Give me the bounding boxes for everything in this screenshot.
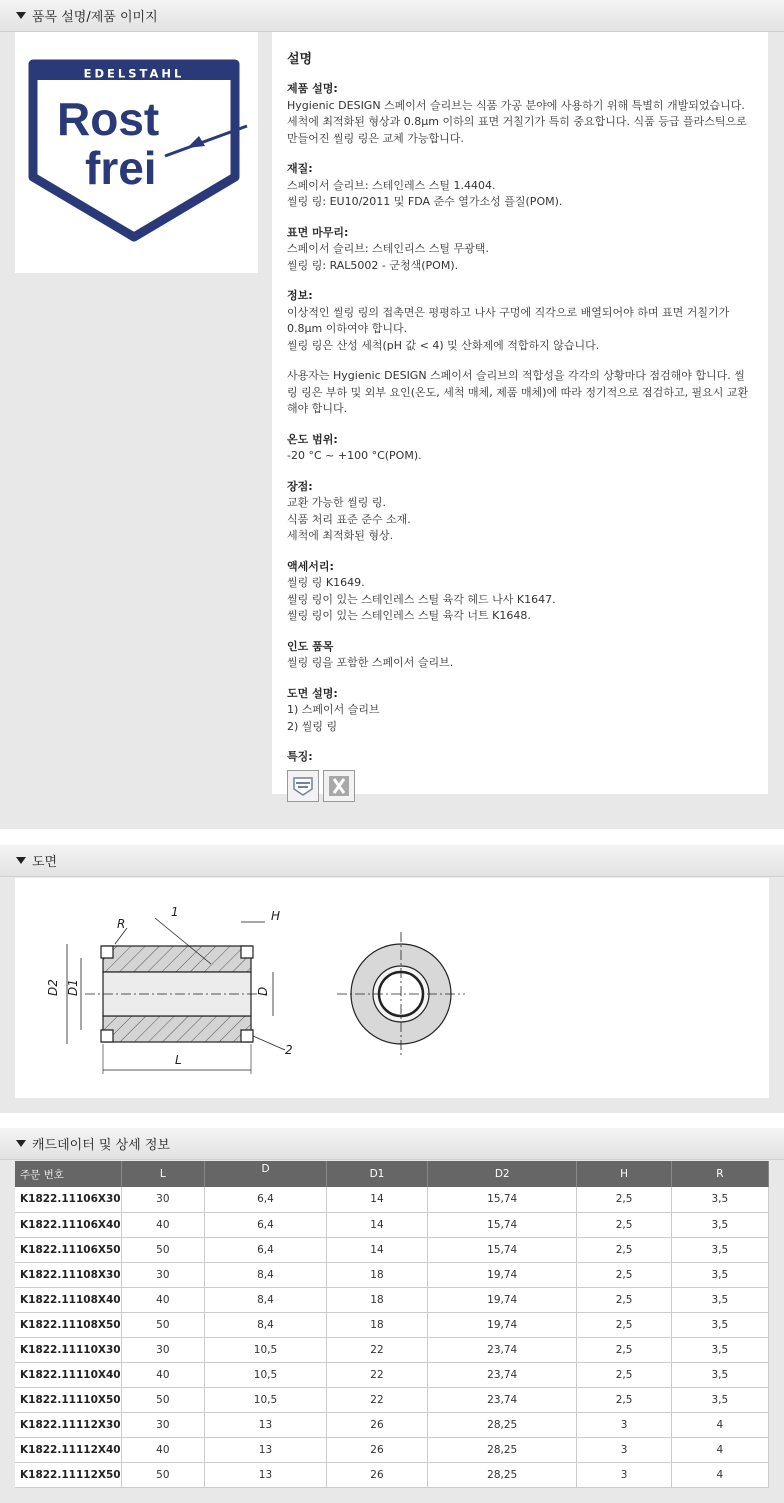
label-d1: D1: [66, 979, 80, 996]
block-line: Hygienic DESIGN 스페이서 슬리브는 식품 가공 분야에 사용하기 위해 특별히 개발되었습니다. 세척에 최적화된 형상과 0.8μm 이하의 표면 거칠기가 특히 중요합니다. 식품 등급 플라스틱으로 만들어진 씰링 링은 교체 가능합니다.: [287, 98, 747, 145]
table-cell: 3,5: [671, 1337, 768, 1362]
table-cell: 3: [577, 1437, 671, 1462]
column-header[interactable]: 주문 번호: [15, 1161, 121, 1187]
table-cell: 3,5: [671, 1362, 768, 1387]
table-cell: 8,4: [205, 1287, 327, 1312]
table-cell: 30: [121, 1262, 204, 1287]
table-cell: 14: [326, 1212, 427, 1237]
table-row[interactable]: [15, 1362, 769, 1387]
technical-drawing: [15, 878, 769, 1098]
description-block: [287, 479, 754, 545]
block-title: 인도 품목: [287, 639, 334, 653]
table-cell: 2,5: [577, 1312, 671, 1337]
table-cell: 19,74: [428, 1312, 577, 1337]
block-title: 온도 범위:: [287, 432, 338, 446]
block-line: 스페이서 슬리브: 스테인레스 스틸 1.4404.: [287, 178, 496, 192]
table-cell: 40: [121, 1362, 204, 1387]
block-title: 정보:: [287, 289, 313, 302]
table-cell: 6,4: [205, 1237, 327, 1262]
description-block: [287, 81, 754, 147]
table-row[interactable]: [15, 1337, 769, 1362]
description-block: [287, 686, 754, 736]
table-cell: 4: [671, 1462, 768, 1487]
table-cell: 30: [121, 1187, 204, 1212]
order-number-cell: K1822.11106X40: [15, 1212, 121, 1237]
block-title: 제품 설명:: [287, 82, 338, 95]
table-cell: 3: [577, 1462, 671, 1487]
section-title: 캐드데이터 및 상세 정보: [32, 1138, 170, 1153]
label-d: D: [256, 986, 270, 996]
table-cell: 28,25: [428, 1412, 577, 1437]
table-row[interactable]: [15, 1262, 769, 1287]
table-row[interactable]: [15, 1237, 769, 1262]
table-cell: 3,5: [671, 1287, 768, 1312]
collapse-triangle-icon: [16, 1140, 26, 1147]
table-cell: 13: [205, 1412, 327, 1437]
table-cell: 18: [326, 1262, 427, 1287]
x-mark-icon[interactable]: [323, 770, 355, 802]
block-line: 씰링 링: RAL5002 - 군청색(POM).: [287, 258, 459, 272]
description-block: [287, 559, 754, 625]
order-number-cell: K1822.11106X50: [15, 1237, 121, 1262]
table-cell: 50: [121, 1312, 204, 1337]
block-title: 재질:: [287, 162, 313, 175]
table-cell: 10,5: [205, 1387, 327, 1412]
table-cell: 3,5: [671, 1387, 768, 1412]
table-row[interactable]: [15, 1412, 769, 1437]
table-cell: 40: [121, 1212, 204, 1237]
table-cell: 6,4: [205, 1187, 327, 1212]
table-row[interactable]: [15, 1212, 769, 1237]
table-cell: 26: [326, 1412, 427, 1437]
order-number-cell: K1822.11110X40: [15, 1362, 121, 1387]
logo-rost-text: Rost: [57, 93, 160, 145]
collapse-triangle-icon: [16, 12, 26, 19]
block-line: 사용자는 Hygienic DESIGN 스페이서 슬리브의 적합성을 각각의 상황마다 점검해야 합니다. 씰링 링은 부하 및 외부 요인(온도, 세척 매체, 제품 매체)에 따라 정기적으로 점검하고, 필요시 교환해야 합니다.: [287, 369, 749, 415]
block-title: 장점:: [287, 479, 313, 493]
order-number-cell: K1822.11112X50: [15, 1462, 121, 1487]
block-line: 2) 씰링 링: [287, 719, 338, 733]
label-1: 1: [171, 905, 179, 919]
column-header[interactable]: D1: [326, 1161, 427, 1187]
table-cell: 2,5: [577, 1287, 671, 1312]
section-title: 품목 설명/제품 이미지: [32, 10, 158, 25]
order-number-cell: K1822.11112X30: [15, 1412, 121, 1437]
block-line: 세척에 최적화된 형상.: [287, 529, 394, 542]
label-l: L: [175, 1053, 182, 1067]
description-heading: 설명: [287, 52, 313, 67]
description-block: [287, 368, 754, 418]
column-header[interactable]: R: [671, 1161, 768, 1187]
order-number-cell: K1822.11108X40: [15, 1287, 121, 1312]
block-line: 교환 가능한 씰링 링.: [287, 496, 386, 509]
table-cell: 26: [326, 1437, 427, 1462]
table-cell: 50: [121, 1387, 204, 1412]
table-cell: 3,5: [671, 1262, 768, 1287]
column-header[interactable]: D2: [428, 1161, 577, 1187]
block-line: 씰링 링은 산성 세척(pH 값 < 4) 및 산화제에 적합하지 않습니다.: [287, 338, 600, 352]
table-cell: 8,4: [205, 1262, 327, 1287]
order-number-cell: K1822.11108X50: [15, 1312, 121, 1337]
table-cell: 15,74: [428, 1237, 577, 1262]
table-cell: 2,5: [577, 1237, 671, 1262]
table-cell: 6,4: [205, 1212, 327, 1237]
feature-icons: [287, 770, 754, 802]
product-image: [15, 32, 258, 273]
table-cell: 28,25: [428, 1437, 577, 1462]
description-panel: [272, 32, 768, 794]
table-cell: 40: [121, 1437, 204, 1462]
table-cell: 19,74: [428, 1262, 577, 1287]
table-cell: 50: [121, 1462, 204, 1487]
block-line: 씰링 링이 있는 스테인레스 스틸 육각 너트 K1648.: [287, 609, 531, 622]
table-cell: 2,5: [577, 1212, 671, 1237]
table-cell: 13: [205, 1437, 327, 1462]
description-block: [287, 288, 754, 354]
table-cell: 19,74: [428, 1287, 577, 1312]
cad-table: [15, 1161, 769, 1488]
table-cell: 13: [205, 1462, 327, 1487]
block-line: -20 °C ~ +100 °C(POM).: [287, 449, 422, 462]
table-cell: 2,5: [577, 1187, 671, 1212]
table-cell: 23,74: [428, 1337, 577, 1362]
table-cell: 8,4: [205, 1312, 327, 1337]
rostfrei-badge-icon[interactable]: [287, 770, 319, 802]
order-number-cell: K1822.11110X50: [15, 1387, 121, 1412]
logo-frei-text: frei: [85, 142, 157, 194]
table-cell: 22: [326, 1387, 427, 1412]
table-row[interactable]: [15, 1187, 769, 1212]
order-number-cell: K1822.11110X30: [15, 1337, 121, 1362]
table-cell: 40: [121, 1287, 204, 1312]
table-cell: 3: [577, 1412, 671, 1437]
block-line: 식품 처리 표준 준수 소재.: [287, 512, 411, 526]
table-row[interactable]: [15, 1462, 769, 1487]
table-row[interactable]: [15, 1387, 769, 1412]
description-block: [287, 225, 754, 275]
table-cell: 18: [326, 1312, 427, 1337]
order-number-cell: K1822.11106X30: [15, 1187, 121, 1212]
table-cell: 15,74: [428, 1187, 577, 1212]
description-block: [287, 161, 754, 211]
table-row[interactable]: [15, 1312, 769, 1337]
label-r: R: [117, 917, 126, 931]
table-cell: 2,5: [577, 1387, 671, 1412]
block-line: 씰링 링: EU10/2011 및 FDA 준수 열가소성 플질(POM).: [287, 195, 563, 208]
description-block: [287, 639, 754, 672]
rostfrei-logo: [15, 32, 258, 273]
section-title: 도면: [32, 855, 58, 870]
order-number-cell: K1822.11108X30: [15, 1262, 121, 1287]
label-h: H: [271, 909, 281, 923]
table-cell: 3,5: [671, 1312, 768, 1337]
column-header[interactable]: D: [205, 1161, 327, 1187]
table-cell: 3,5: [671, 1212, 768, 1237]
label-2: 2: [285, 1043, 293, 1057]
table-row[interactable]: [15, 1287, 769, 1312]
table-cell: 3,5: [671, 1237, 768, 1262]
block-line: 스페이서 슬리브: 스테인리스 스틸 무광택.: [287, 242, 489, 255]
logo-top-text: EDELSTAHL: [83, 66, 185, 81]
block-title: 표면 마무리:: [287, 225, 349, 239]
table-cell: 50: [121, 1237, 204, 1262]
table-cell: 22: [326, 1337, 427, 1362]
table-cell: 2,5: [577, 1337, 671, 1362]
table-cell: 26: [326, 1462, 427, 1487]
block-title: 액세서리:: [287, 559, 334, 573]
block-line: 씰링 링을 포함한 스페이서 슬리브.: [287, 656, 454, 669]
table-cell: 3,5: [671, 1187, 768, 1212]
table-cell: 10,5: [205, 1362, 327, 1387]
table-cell: 28,25: [428, 1462, 577, 1487]
table-cell: 10,5: [205, 1337, 327, 1362]
table-cell: 14: [326, 1187, 427, 1212]
table-row[interactable]: [15, 1437, 769, 1462]
table-cell: 22: [326, 1362, 427, 1387]
label-d2: D2: [46, 979, 60, 996]
block-line: 씰링 링 K1649.: [287, 576, 365, 589]
section-header-cad[interactable]: [0, 1128, 784, 1160]
collapse-triangle-icon: [16, 857, 26, 864]
table-cell: 4: [671, 1437, 768, 1462]
section-header-drawing[interactable]: [0, 845, 784, 877]
block-line: 씰링 링이 있는 스테인레스 스틸 육각 헤드 나사 K1647.: [287, 592, 556, 606]
block-line: 1) 스페이서 슬리브: [287, 703, 380, 716]
table-cell: 2,5: [577, 1362, 671, 1387]
column-header[interactable]: H: [577, 1161, 671, 1187]
features-title: 특징:: [287, 750, 313, 763]
order-number-cell: K1822.11112X40: [15, 1437, 121, 1462]
description-block: [287, 432, 754, 465]
table-cell: 4: [671, 1412, 768, 1437]
table-cell: 2,5: [577, 1262, 671, 1287]
table-body: [15, 1187, 769, 1487]
table-cell: 18: [326, 1287, 427, 1312]
column-header[interactable]: L: [121, 1161, 204, 1187]
table-cell: 30: [121, 1412, 204, 1437]
table-cell: 23,74: [428, 1387, 577, 1412]
block-title: 도면 설명:: [287, 686, 338, 700]
table-cell: 14: [326, 1237, 427, 1262]
block-line: 이상적인 씰링 링의 접촉면은 평평하고 나사 구멍에 직각으로 배열되어야 하며 표면 거칠기가 0.8μm 이하여야 합니다.: [287, 305, 730, 335]
table-cell: 15,74: [428, 1212, 577, 1237]
table-cell: 30: [121, 1337, 204, 1362]
description-blocks: [287, 81, 754, 735]
section-header-description[interactable]: [0, 0, 784, 32]
table-cell: 23,74: [428, 1362, 577, 1387]
table-header-row: [15, 1161, 769, 1187]
